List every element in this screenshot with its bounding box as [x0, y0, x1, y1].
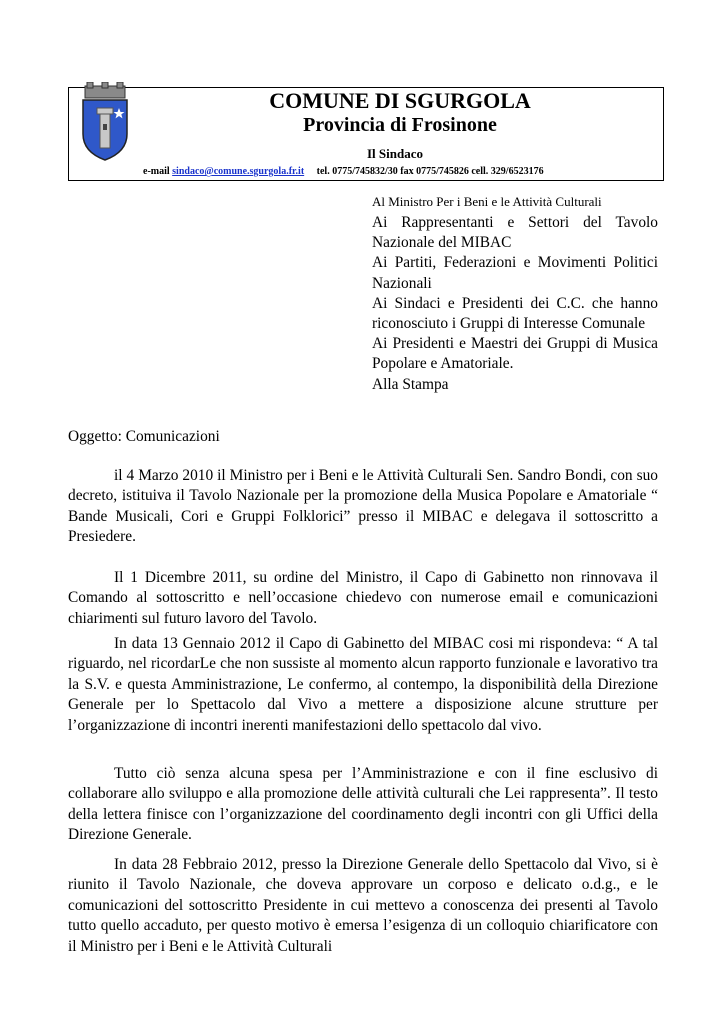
recipient-item: Ai Presidenti e Maestri dei Gruppi di Musica Popolare e Amatoriale. — [372, 335, 658, 373]
phone-info: tel. 0775/745832/30 fax 0775/745826 cell. 329/6523176 — [316, 166, 544, 177]
recipient-item: Alla Stampa — [372, 375, 449, 393]
contact-line — [143, 166, 544, 177]
body-paragraph: Il 1 Dicembre 2011, su ordine del Ministro, il Capo di Gabinetto non rinnovava il Comando al sottoscritto e nell’occasione chiedevo con numerose email e comunicazioni chiarimenti sul futuro lavoro del Tavolo. — [68, 569, 658, 627]
body-paragraph: In data 28 Febbraio 2012, presso la Direzione Generale dello Spettacolo dal Vivo, si è riunito il Tavolo Nazionale, che doveva approvare un corposo e delicato o.d.g., e le comunicazioni del sottoscritto Presidente in cui mettevo a conoscenza dei presenti al Tavolo tutto quello accaduto, per questo motivo è emersa l’esigenza di un colloquio chiarificatore con il Ministro per i Beni e le Attività Culturali — [68, 856, 658, 955]
recipients-block — [372, 193, 658, 395]
subject-line: Oggetto: Comunicazioni — [68, 428, 220, 445]
recipient-item: Ai Sindaci e Presidenti dei C.C. che hanno riconosciuto i Gruppi di Interesse Comunale — [372, 294, 658, 333]
municipality-name: COMUNE DI SGURGOLA — [269, 88, 531, 113]
body-paragraph: Tutto ciò senza alcuna spesa per l’Amministrazione e con il fine esclusivo di collaborare allo sviluppo e alla promozione delle attività culturali che Lei rappresenta”. Il testo della lettera finisce con l’organizzazione del coordinamento degli incontri con gli Uffici della Direzione Generale. — [68, 765, 658, 844]
recipient-item: Ai Partiti, Federazioni e Movimenti Politici Nazionali — [372, 254, 658, 292]
role-label: Il Sindaco — [367, 146, 423, 161]
recipient-item: Al Ministro Per i Beni e le Attività Culturali — [372, 194, 602, 209]
body-paragraph: il 4 Marzo 2010 il Ministro per i Beni e le Attività Culturali Sen. Sandro Bondi, con suo decreto, istituiva il Tavolo Nazionale per la promozione della Musica Popolare e Amatoriale “ Bande Musicali, Cori e Gruppi Folklorici” presso il MIBAC e delegava il sottoscritto a Presiedere. — [68, 467, 658, 546]
email-label: e-mail — [143, 166, 170, 177]
municipal-crest-icon — [75, 82, 135, 162]
email-link[interactable]: sindaco@comune.sgurgola.fr.it — [172, 166, 305, 177]
recipient-item: Ai Rappresentanti e Settori del Tavolo Nazionale del MIBAC — [372, 214, 658, 252]
body-paragraph: In data 13 Gennaio 2012 il Capo di Gabinetto del MIBAC cosi mi rispondeva: “ A tal riguardo, nel ricordarLe che non sussiste al momento alcun rapporto funzionale e lavorativo tra la S.V. e questa Amministrazione, Le confermo, al contempo, la disponibilità della Direzione Generale per lo Spettacolo dal Vivo a mettere a disposizione alcune strutture per l’organizzazione di incontri inerenti manifestazioni dello spettacolo dal vivo. — [68, 635, 658, 734]
province-name: Provincia di Frosinone — [303, 114, 497, 136]
